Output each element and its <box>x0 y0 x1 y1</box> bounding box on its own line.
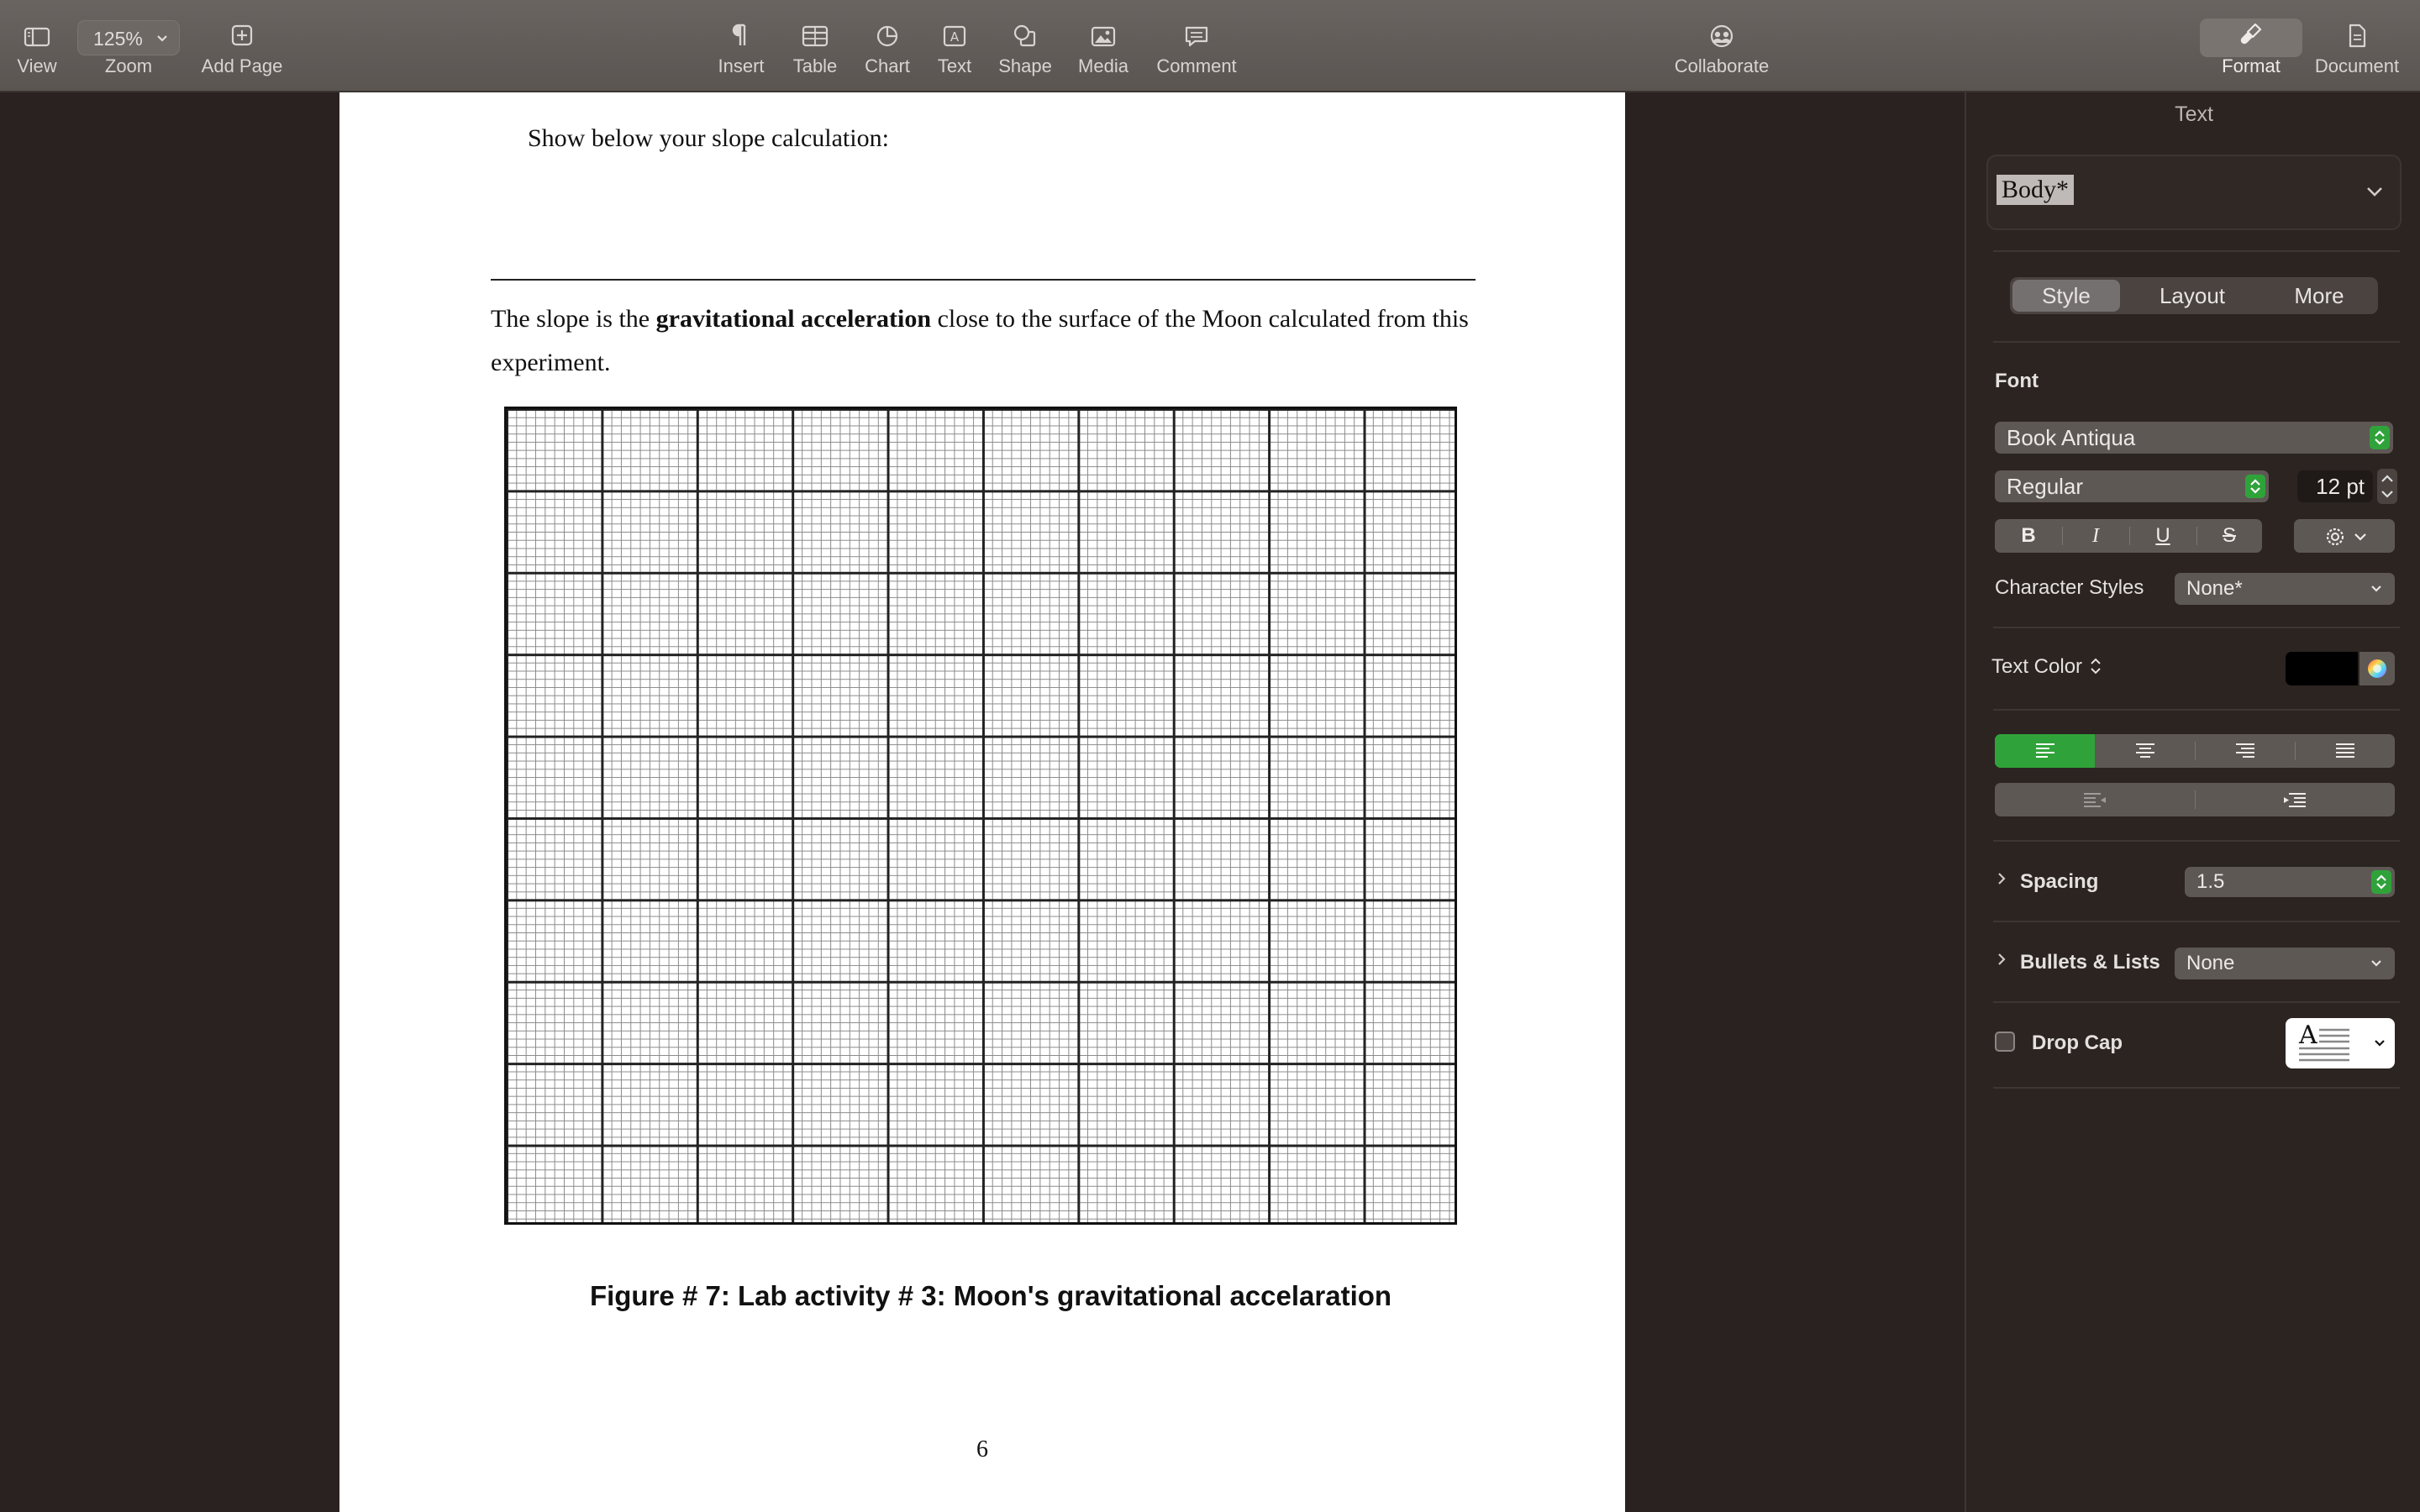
document-button[interactable] <box>2307 17 2407 77</box>
separator <box>1993 709 2400 711</box>
sidebar-icon <box>0 17 87 55</box>
slope-instruction[interactable]: Show below your slope calculation: <box>528 124 889 152</box>
indent-buttons <box>1995 783 2395 816</box>
text-color-label: Text Color <box>1991 655 2083 678</box>
color-wheel-icon <box>2367 659 2387 685</box>
advanced-options-button[interactable] <box>2294 519 2395 553</box>
comment-button[interactable] <box>1146 17 1247 77</box>
justify-button[interactable] <box>2295 734 2395 768</box>
comment-label: Comment <box>1156 55 1237 76</box>
zoom-label: Zoom <box>104 55 153 76</box>
up-down-chevron-icon <box>2371 870 2391 894</box>
text-color-label-wrap[interactable] <box>1991 655 2103 679</box>
text-label: Text <box>937 55 972 76</box>
align-right-button[interactable] <box>2195 734 2295 768</box>
strikethrough-button[interactable]: S <box>2222 524 2236 547</box>
alignment-buttons <box>1995 734 2395 768</box>
chevron-down-icon <box>2353 526 2368 554</box>
increase-indent-icon <box>2281 783 2309 816</box>
photo-icon <box>1053 17 1154 55</box>
graph-paper-grid[interactable] <box>504 407 1457 1225</box>
drop-cap-label: Drop Cap <box>2032 1032 2123 1054</box>
separator <box>1993 627 2400 628</box>
collaborate-icon <box>1671 17 1772 55</box>
shape-label: Shape <box>998 55 1052 76</box>
add-page-button[interactable] <box>192 17 292 77</box>
tab-more[interactable]: More <box>2294 283 2344 308</box>
drop-cap-checkbox[interactable] <box>1995 1032 2015 1052</box>
font-family-select[interactable] <box>1995 422 2393 454</box>
paragraph-style-select[interactable] <box>1986 155 2402 230</box>
view-label: View <box>17 55 57 76</box>
page-number: 6 <box>976 1436 988 1462</box>
character-styles-select[interactable] <box>2175 573 2395 605</box>
up-down-chevron-icon <box>2088 656 2103 676</box>
toolbar <box>0 0 2420 92</box>
spacing-value: 1.5 <box>2196 870 2225 893</box>
inspector-title: Text <box>2175 102 2213 126</box>
align-center-button[interactable] <box>2095 734 2195 768</box>
document-page[interactable] <box>339 92 1625 1512</box>
comment-icon <box>1146 17 1247 55</box>
svg-text:A: A <box>950 29 960 45</box>
chevron-right-icon <box>1995 869 2008 889</box>
separator <box>1993 921 2400 922</box>
bullets-lists-select[interactable] <box>2175 948 2395 979</box>
separator <box>1993 1087 2400 1089</box>
collaborate-button[interactable] <box>1671 17 1772 77</box>
align-right-icon <box>2233 734 2258 768</box>
add-page-icon <box>192 17 292 55</box>
separator <box>1993 341 2400 343</box>
drop-cap-style-select[interactable] <box>2286 1018 2395 1068</box>
chevron-right-icon <box>1995 949 2008 969</box>
insert-label: Insert <box>718 55 765 76</box>
spacing-select[interactable] <box>2185 867 2395 897</box>
format-button[interactable] <box>2201 17 2302 77</box>
bullets-lists-value: None <box>2186 952 2235 974</box>
character-styles-value: None* <box>2186 577 2243 600</box>
text-color-swatch[interactable] <box>2286 652 2358 685</box>
chevron-down-icon <box>2370 573 2383 615</box>
slope-text-bold: gravitational acceleration <box>655 305 932 333</box>
bullets-lists-label: Bullets & Lists <box>2020 951 2160 974</box>
chart-label: Chart <box>865 55 910 76</box>
separator <box>1993 250 2400 252</box>
chevron-down-icon <box>2365 181 2385 207</box>
slope-text-pre: The slope is the <box>491 305 656 333</box>
bullets-disclosure[interactable] <box>1995 949 2008 975</box>
zoom-value: 125% <box>93 28 143 50</box>
table-label: Table <box>792 55 838 76</box>
format-inspector <box>1965 92 2420 1512</box>
up-down-chevron-icon <box>2370 426 2390 449</box>
font-section-label: Font <box>1995 370 2039 392</box>
color-wheel-button[interactable] <box>2360 652 2395 685</box>
underline-button[interactable]: U <box>2155 524 2170 547</box>
up-down-chevron-icon <box>2245 475 2265 498</box>
chevron-down-icon <box>2373 1033 2386 1059</box>
drop-cap-preview-icon <box>2297 1021 2353 1071</box>
divider-line <box>491 279 1476 281</box>
media-button[interactable] <box>1053 17 1154 77</box>
separator <box>1993 1001 2400 1003</box>
font-typeface-select[interactable] <box>1995 470 2269 502</box>
align-center-icon <box>2133 734 2158 768</box>
bold-button[interactable]: B <box>2021 524 2036 547</box>
align-left-icon <box>2033 734 2058 768</box>
font-size-stepper[interactable] <box>2376 467 2398 512</box>
inspector-tabs <box>2010 277 2378 314</box>
document-icon <box>2307 17 2407 55</box>
document-label: Document <box>2314 55 2400 76</box>
figure-caption[interactable]: Figure # 7: Lab activity # 3: Moon's gravitational accelaration <box>589 1280 1392 1311</box>
paragraph-style-name: Body* <box>1996 175 2074 205</box>
separator <box>1993 840 2400 842</box>
view-button[interactable] <box>0 17 87 77</box>
format-label: Format <box>2222 55 2281 76</box>
media-label: Media <box>1078 55 1128 76</box>
font-family-value: Book Antiqua <box>2007 425 2136 450</box>
italic-button[interactable]: I <box>2092 525 2099 547</box>
font-typeface-value: Regular <box>2007 474 2084 499</box>
font-size-field[interactable]: 12 pt <box>2297 470 2373 502</box>
text-style-buttons <box>1995 519 2262 553</box>
decrease-indent-button[interactable] <box>1995 783 2195 816</box>
decrease-indent-icon <box>2081 783 2109 816</box>
paintbrush-icon <box>2201 17 2302 55</box>
spacing-disclosure[interactable] <box>1995 869 2008 895</box>
zoom-label-wrap <box>78 17 179 77</box>
gear-icon <box>2324 526 2346 554</box>
tab-layout[interactable]: Layout <box>2159 283 2226 308</box>
collaborate-label: Collaborate <box>1674 55 1770 76</box>
tab-style[interactable]: Style <box>2012 280 2120 312</box>
justify-icon <box>2333 734 2358 768</box>
align-left-button[interactable] <box>1995 734 2095 768</box>
character-styles-label: Character Styles <box>1995 576 2144 599</box>
spacing-label: Spacing <box>2020 870 2099 893</box>
increase-indent-button[interactable] <box>2195 783 2395 816</box>
svg-text:A: A <box>2299 1021 2317 1050</box>
add-page-label: Add Page <box>201 55 283 76</box>
slope-paragraph[interactable] <box>491 297 1482 385</box>
chevron-down-icon <box>2370 948 2383 990</box>
slope-text-post: close to the surface of the Moon calculated from this experiment. <box>491 305 1469 376</box>
